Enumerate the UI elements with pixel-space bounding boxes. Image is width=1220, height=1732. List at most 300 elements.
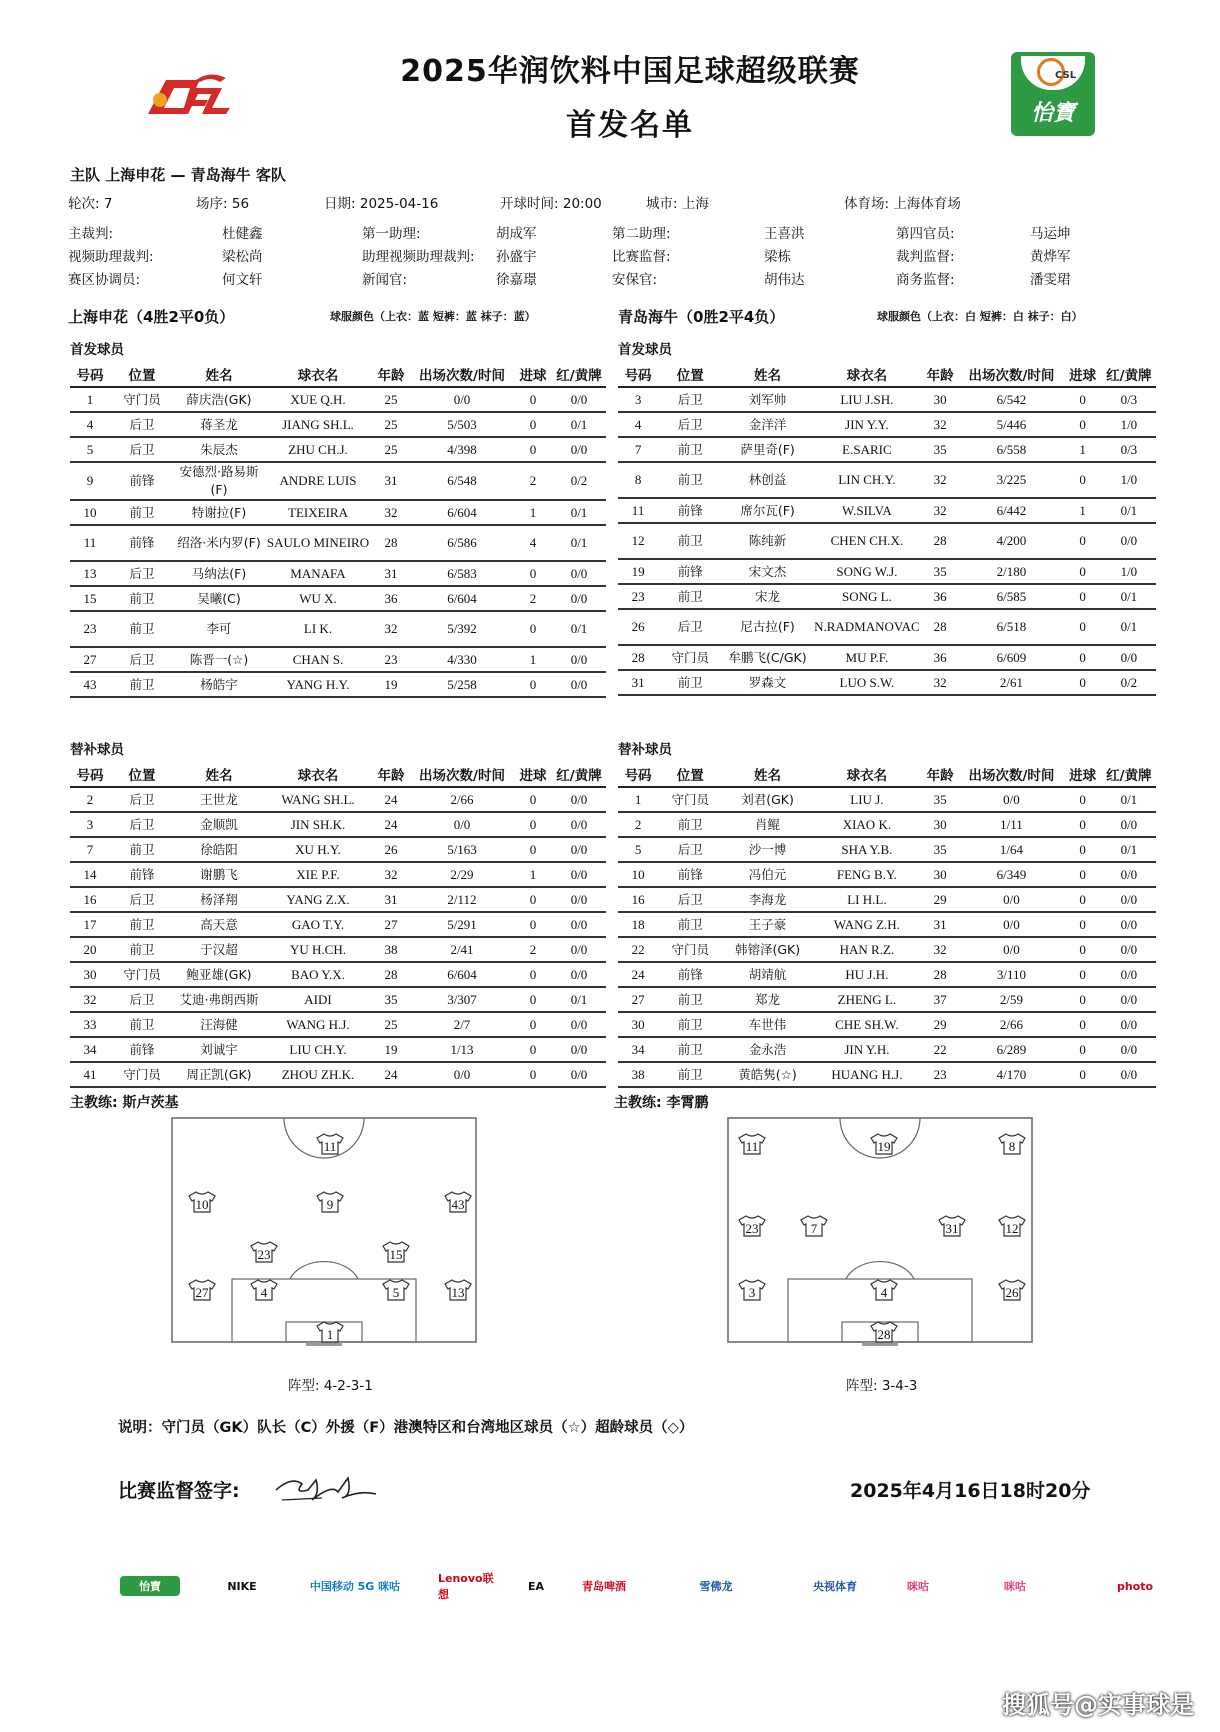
player-position: 后卫 xyxy=(110,647,174,672)
appearances: 0/0 xyxy=(410,812,514,837)
player-position: 守门员 xyxy=(658,645,722,670)
goals: 0 xyxy=(1064,1037,1102,1062)
appearances: 6/604 xyxy=(410,962,514,987)
player-row xyxy=(70,887,606,912)
column-header: 球衣名 xyxy=(813,362,921,387)
away-starters-label: 首发球员 xyxy=(618,342,672,358)
player-number: 10 xyxy=(618,862,658,887)
cards: 0/2 xyxy=(552,462,606,500)
official-name: 黄烨军 xyxy=(1030,249,1071,265)
player-row xyxy=(618,887,1156,912)
player-position: 后卫 xyxy=(658,412,722,437)
kickoff-info: 开球时间: 20:00 xyxy=(500,196,602,212)
goals: 0 xyxy=(514,611,552,647)
shirt-name: XUE Q.H. xyxy=(264,387,372,412)
player-number: 17 xyxy=(70,912,110,937)
official-role: 安保官: xyxy=(612,272,658,288)
player-row xyxy=(70,787,606,812)
player-position: 前卫 xyxy=(658,1062,722,1087)
csl-sponsor-text: 怡寶 xyxy=(1030,101,1075,126)
cards: 0/0 xyxy=(552,837,606,862)
player-name: 吴曦(C) xyxy=(174,586,264,611)
shirt-name: XU H.Y. xyxy=(264,837,372,862)
cards: 0/1 xyxy=(552,611,606,647)
cards: 0/0 xyxy=(552,862,606,887)
player-position: 前卫 xyxy=(658,670,722,695)
shirt-number: 15 xyxy=(389,1247,403,1262)
cards: 0/0 xyxy=(1102,962,1156,987)
goals: 2 xyxy=(514,462,552,500)
goals: 0 xyxy=(1064,937,1102,962)
shirt-name: SONG W.J. xyxy=(813,559,921,584)
supervisor-signature xyxy=(272,1470,382,1506)
goals: 0 xyxy=(1064,987,1102,1012)
cards: 0/0 xyxy=(552,672,606,697)
player-name: 萨里奇(F) xyxy=(722,437,812,462)
player-row xyxy=(70,586,606,611)
player-row xyxy=(70,500,606,525)
cards: 0/0 xyxy=(1102,937,1156,962)
shirt-name: WANG Z.H. xyxy=(813,912,921,937)
player-position: 前卫 xyxy=(658,912,722,937)
goals: 0 xyxy=(1064,787,1102,812)
player-number: 26 xyxy=(618,609,658,645)
official-role: 裁判监督: xyxy=(896,249,955,265)
player-row xyxy=(618,987,1156,1012)
appearances: 2/66 xyxy=(959,1012,1063,1037)
player-age: 36 xyxy=(921,645,959,670)
player-position: 前卫 xyxy=(110,500,174,525)
player-age: 25 xyxy=(372,412,410,437)
player-name: 高天意 xyxy=(174,912,264,937)
appearances: 2/112 xyxy=(410,887,514,912)
player-position: 后卫 xyxy=(110,987,174,1012)
venue-info: 体育场: 上海体育场 xyxy=(844,196,961,212)
official-name: 潘雯珺 xyxy=(1030,272,1071,288)
player-name: 王世龙 xyxy=(174,787,264,812)
player-number: 30 xyxy=(70,962,110,987)
player-name: 杨皓宇 xyxy=(174,672,264,697)
player-name: 牟鹏飞(C/GK) xyxy=(722,645,812,670)
signature-label: 比赛监督签字: xyxy=(118,1480,240,1502)
goals: 0 xyxy=(514,962,552,987)
home-subs-table xyxy=(70,762,606,1088)
watermark: 搜狐号@实事球是 xyxy=(1002,1691,1194,1719)
cards: 0/0 xyxy=(552,647,606,672)
goals: 0 xyxy=(514,812,552,837)
appearances: 5/446 xyxy=(959,412,1063,437)
player-position: 后卫 xyxy=(110,437,174,462)
shirt-name: LIU CH.Y. xyxy=(264,1037,372,1062)
sponsor-logo: 央视体育 xyxy=(813,1580,857,1593)
city-info: 城市: 上海 xyxy=(646,196,709,212)
player-age: 28 xyxy=(921,609,959,645)
goals: 0 xyxy=(514,912,552,937)
player-number: 3 xyxy=(70,812,110,837)
player-age: 32 xyxy=(921,412,959,437)
cards: 0/1 xyxy=(1102,498,1156,523)
legend-note: 说明：守门员（GK）队长（C）外援（F）港澳特区和台湾地区球员（☆）超龄球员（◇） xyxy=(118,1420,694,1436)
player-age: 31 xyxy=(372,561,410,586)
away-team-header: 青岛海牛（0胜2平4负） xyxy=(618,308,785,326)
player-row xyxy=(70,437,606,462)
player-number: 7 xyxy=(70,837,110,862)
cards: 0/0 xyxy=(1102,523,1156,559)
player-row xyxy=(70,672,606,697)
player-name: 李海龙 xyxy=(722,887,812,912)
player-position: 前锋 xyxy=(658,862,722,887)
shirt-name: SHA Y.B. xyxy=(813,837,921,862)
player-name: 郑龙 xyxy=(722,987,812,1012)
column-header: 出场次数/时间 xyxy=(410,362,514,387)
column-header: 年龄 xyxy=(372,362,410,387)
player-name: 薛庆浩(GK) xyxy=(174,387,264,412)
goals: 0 xyxy=(514,561,552,586)
home-team-header: 上海申花（4胜2平0负） xyxy=(68,308,235,326)
appearances: 2/29 xyxy=(410,862,514,887)
shirt-number: 26 xyxy=(1005,1285,1019,1300)
player-number: 16 xyxy=(618,887,658,912)
home-coach: 主教练: 斯卢茨基 xyxy=(70,1095,179,1111)
player-name: 周正凯(GK) xyxy=(174,1062,264,1087)
cards: 0/1 xyxy=(552,500,606,525)
player-name: 李可 xyxy=(174,611,264,647)
player-name: 韩镕泽(GK) xyxy=(722,937,812,962)
player-position: 后卫 xyxy=(658,387,722,412)
shirt-name: WANG SH.L. xyxy=(264,787,372,812)
cards: 0/1 xyxy=(552,412,606,437)
away-subs-table xyxy=(618,762,1156,1088)
sponsor-logo: 怡寶 xyxy=(120,1576,180,1596)
cards: 0/0 xyxy=(1102,862,1156,887)
player-row xyxy=(70,647,606,672)
away-kit-colors: 球服颜色（上衣：白 短裤：白 袜子：白） xyxy=(877,310,1083,323)
official-role: 赛区协调员: xyxy=(68,272,141,288)
column-header: 球衣名 xyxy=(264,762,372,787)
player-name: 艾迪·弗朗西斯 xyxy=(174,987,264,1012)
player-age: 27 xyxy=(372,912,410,937)
goals: 0 xyxy=(1064,887,1102,912)
cards: 0/0 xyxy=(1102,987,1156,1012)
appearances: 5/291 xyxy=(410,912,514,937)
shirt-name: SAULO MINEIRO xyxy=(264,525,372,561)
player-name: 徐皓阳 xyxy=(174,837,264,862)
shirt-name: ANDRE LUIS xyxy=(264,462,372,500)
appearances: 6/604 xyxy=(410,500,514,525)
player-name: 刘军帅 xyxy=(722,387,812,412)
goals: 1 xyxy=(514,500,552,525)
appearances: 0/0 xyxy=(959,912,1063,937)
appearances: 2/66 xyxy=(410,787,514,812)
player-row xyxy=(70,387,606,412)
player-number: 2 xyxy=(618,812,658,837)
column-header: 位置 xyxy=(658,762,722,787)
player-row xyxy=(70,862,606,887)
shirt-name: CHAN S. xyxy=(264,647,372,672)
goals: 0 xyxy=(1064,387,1102,412)
shirt-name: TEIXEIRA xyxy=(264,500,372,525)
appearances: 4/398 xyxy=(410,437,514,462)
appearances: 6/558 xyxy=(959,437,1063,462)
column-header: 红/黄牌 xyxy=(552,362,606,387)
player-name: 罗森文 xyxy=(722,670,812,695)
player-position: 守门员 xyxy=(110,1062,174,1087)
shirt-number: 28 xyxy=(877,1327,891,1342)
away-coach: 主教练: 李霄鹏 xyxy=(614,1095,709,1111)
column-header: 出场次数/时间 xyxy=(410,762,514,787)
player-number: 16 xyxy=(70,887,110,912)
shirt-number: 1 xyxy=(326,1327,334,1342)
player-row xyxy=(618,962,1156,987)
goals: 0 xyxy=(514,887,552,912)
appearances: 4/330 xyxy=(410,647,514,672)
shirt-name: ZHU CH.J. xyxy=(264,437,372,462)
player-number: 14 xyxy=(70,862,110,887)
player-row xyxy=(618,862,1156,887)
player-number: 23 xyxy=(70,611,110,647)
shirt-name: XIE P.F. xyxy=(264,862,372,887)
player-name: 尼古拉(F) xyxy=(722,609,812,645)
official-name: 胡伟达 xyxy=(764,272,805,288)
shirt-name: MU P.F. xyxy=(813,645,921,670)
shirt-number: 11 xyxy=(745,1139,759,1154)
appearances: 4/170 xyxy=(959,1062,1063,1087)
player-name: 绍洛·米内罗(F) xyxy=(174,525,264,561)
shirt-number: 4 xyxy=(260,1285,268,1300)
player-number: 41 xyxy=(70,1062,110,1087)
cards: 0/0 xyxy=(552,887,606,912)
player-age: 30 xyxy=(921,387,959,412)
player-age: 30 xyxy=(921,812,959,837)
player-age: 28 xyxy=(921,523,959,559)
player-row xyxy=(70,837,606,862)
player-row xyxy=(618,937,1156,962)
player-name: 特谢拉(F) xyxy=(174,500,264,525)
player-row xyxy=(70,1062,606,1087)
player-number: 43 xyxy=(70,672,110,697)
goals: 0 xyxy=(1064,837,1102,862)
player-age: 32 xyxy=(372,611,410,647)
goals: 2 xyxy=(514,937,552,962)
player-row xyxy=(70,561,606,586)
cards: 0/0 xyxy=(552,812,606,837)
cards: 0/0 xyxy=(552,912,606,937)
player-row xyxy=(618,645,1156,670)
appearances: 2/7 xyxy=(410,1012,514,1037)
player-position: 前卫 xyxy=(110,611,174,647)
shirt-name: YANG H.Y. xyxy=(264,672,372,697)
column-header: 球衣名 xyxy=(264,362,372,387)
appearances: 1/64 xyxy=(959,837,1063,862)
goals: 1 xyxy=(1064,437,1102,462)
column-header: 年龄 xyxy=(921,762,959,787)
player-name: 车世伟 xyxy=(722,1012,812,1037)
player-row xyxy=(618,584,1156,609)
player-position: 后卫 xyxy=(110,812,174,837)
player-row xyxy=(70,962,606,987)
player-row xyxy=(618,1037,1156,1062)
shirt-name: CHE SH.W. xyxy=(813,1012,921,1037)
cards: 0/1 xyxy=(1102,584,1156,609)
home-starters-label: 首发球员 xyxy=(70,342,124,358)
shirt-number: 31 xyxy=(945,1221,959,1236)
cards: 0/0 xyxy=(1102,1062,1156,1087)
player-position: 后卫 xyxy=(110,412,174,437)
official-role: 比赛监督: xyxy=(612,249,671,265)
player-age: 23 xyxy=(921,1062,959,1087)
cards: 0/0 xyxy=(552,561,606,586)
player-row xyxy=(618,837,1156,862)
official-name: 杜健鑫 xyxy=(222,226,263,242)
cards: 0/0 xyxy=(1102,887,1156,912)
date-info: 日期: 2025-04-16 xyxy=(324,196,439,212)
player-number: 5 xyxy=(70,437,110,462)
column-header: 进球 xyxy=(1064,762,1102,787)
player-position: 后卫 xyxy=(110,561,174,586)
shirt-name: YU H.CH. xyxy=(264,937,372,962)
shirt-name: HUANG H.J. xyxy=(813,1062,921,1087)
shirt-number: 7 xyxy=(810,1221,818,1236)
player-row xyxy=(618,1062,1156,1087)
shirt-name: MANAFA xyxy=(264,561,372,586)
appearances: 6/585 xyxy=(959,584,1063,609)
sponsor-logo: 咪咕 xyxy=(907,1580,929,1593)
column-header: 进球 xyxy=(1064,362,1102,387)
column-header: 出场次数/时间 xyxy=(959,362,1063,387)
sponsor-logo: 雪佛龙 xyxy=(699,1580,733,1593)
player-age: 38 xyxy=(372,937,410,962)
column-header: 位置 xyxy=(658,362,722,387)
player-number: 13 xyxy=(70,561,110,586)
appearances: 2/59 xyxy=(959,987,1063,1012)
player-name: 沙一博 xyxy=(722,837,812,862)
player-row xyxy=(618,812,1156,837)
cards: 0/3 xyxy=(1102,437,1156,462)
player-age: 19 xyxy=(372,672,410,697)
player-position: 前卫 xyxy=(658,812,722,837)
player-number: 1 xyxy=(618,787,658,812)
player-age: 30 xyxy=(921,862,959,887)
cards: 0/0 xyxy=(1102,1037,1156,1062)
appearances: 6/586 xyxy=(410,525,514,561)
player-position: 守门员 xyxy=(658,787,722,812)
appearances: 6/289 xyxy=(959,1037,1063,1062)
player-number: 20 xyxy=(70,937,110,962)
appearances: 2/61 xyxy=(959,670,1063,695)
player-name: 蒋圣龙 xyxy=(174,412,264,437)
goals: 2 xyxy=(514,586,552,611)
player-row xyxy=(618,787,1156,812)
appearances: 5/163 xyxy=(410,837,514,862)
home-formation-pitch xyxy=(170,1116,486,1352)
player-name: 肖鲲 xyxy=(722,812,812,837)
player-row xyxy=(70,812,606,837)
shirt-number: 5 xyxy=(392,1285,400,1300)
home-formation-label: 阵型: 4-2-3-1 xyxy=(288,1378,373,1394)
player-position: 前锋 xyxy=(658,962,722,987)
player-age: 32 xyxy=(921,498,959,523)
player-row xyxy=(618,670,1156,695)
official-name: 何文轩 xyxy=(222,272,263,288)
shirt-name: E.SARIC xyxy=(813,437,921,462)
player-number: 15 xyxy=(70,586,110,611)
player-name: 王子豪 xyxy=(722,912,812,937)
player-number: 7 xyxy=(618,437,658,462)
player-position: 前卫 xyxy=(658,437,722,462)
player-name: 谢鹏飞 xyxy=(174,862,264,887)
sponsor-logo: NIKE xyxy=(227,1579,257,1593)
appearances: 6/609 xyxy=(959,645,1063,670)
goals: 0 xyxy=(1064,862,1102,887)
player-age: 22 xyxy=(921,1037,959,1062)
official-name: 胡成军 xyxy=(496,226,537,242)
player-number: 22 xyxy=(618,937,658,962)
goals: 0 xyxy=(1064,609,1102,645)
player-number: 2 xyxy=(70,787,110,812)
player-position: 前锋 xyxy=(658,559,722,584)
player-row xyxy=(618,1012,1156,1037)
player-position: 前锋 xyxy=(658,498,722,523)
goals: 0 xyxy=(1064,1012,1102,1037)
column-header: 红/黄牌 xyxy=(1102,362,1156,387)
player-row xyxy=(618,609,1156,645)
player-position: 后卫 xyxy=(658,837,722,862)
cards: 0/0 xyxy=(552,586,606,611)
player-name: 刘君(GK) xyxy=(722,787,812,812)
cards: 0/2 xyxy=(1102,670,1156,695)
player-number: 4 xyxy=(618,412,658,437)
player-number: 33 xyxy=(70,1012,110,1037)
goals: 0 xyxy=(514,437,552,462)
official-name: 梁松尚 xyxy=(222,249,263,265)
player-number: 4 xyxy=(70,412,110,437)
cards: 0/0 xyxy=(552,937,606,962)
shirt-name: ZHENG L. xyxy=(813,987,921,1012)
sponsor-logo: EA xyxy=(527,1579,545,1593)
player-position: 前锋 xyxy=(110,862,174,887)
player-name: 陈晋一(☆) xyxy=(174,647,264,672)
shirt-name: LIN CH.Y. xyxy=(813,462,921,498)
cards: 0/0 xyxy=(552,1062,606,1087)
player-number: 3 xyxy=(618,387,658,412)
player-age: 19 xyxy=(372,1037,410,1062)
player-row xyxy=(618,498,1156,523)
shirt-number: 9 xyxy=(326,1197,334,1212)
player-name: 宋文杰 xyxy=(722,559,812,584)
appearances: 5/258 xyxy=(410,672,514,697)
shirt-name: CHEN CH.X. xyxy=(813,523,921,559)
player-name: 陈纯新 xyxy=(722,523,812,559)
goals: 0 xyxy=(1064,912,1102,937)
shirt-number: 12 xyxy=(1005,1221,1019,1236)
player-position: 守门员 xyxy=(110,387,174,412)
player-name: 胡靖航 xyxy=(722,962,812,987)
player-age: 37 xyxy=(921,987,959,1012)
player-age: 32 xyxy=(372,500,410,525)
column-header: 姓名 xyxy=(174,762,264,787)
league-title: 2025华润饮料中国足球超级联赛 xyxy=(400,54,860,89)
cards: 0/0 xyxy=(552,387,606,412)
player-name: 汪海健 xyxy=(174,1012,264,1037)
shirt-number: 13 xyxy=(451,1285,465,1300)
column-header: 号码 xyxy=(618,762,658,787)
player-name: 安德烈·路易斯(F) xyxy=(174,462,264,500)
goals: 0 xyxy=(514,987,552,1012)
cards: 0/0 xyxy=(1102,1012,1156,1037)
shirt-number: 10 xyxy=(195,1197,209,1212)
player-number: 34 xyxy=(70,1037,110,1062)
cards: 0/0 xyxy=(1102,645,1156,670)
